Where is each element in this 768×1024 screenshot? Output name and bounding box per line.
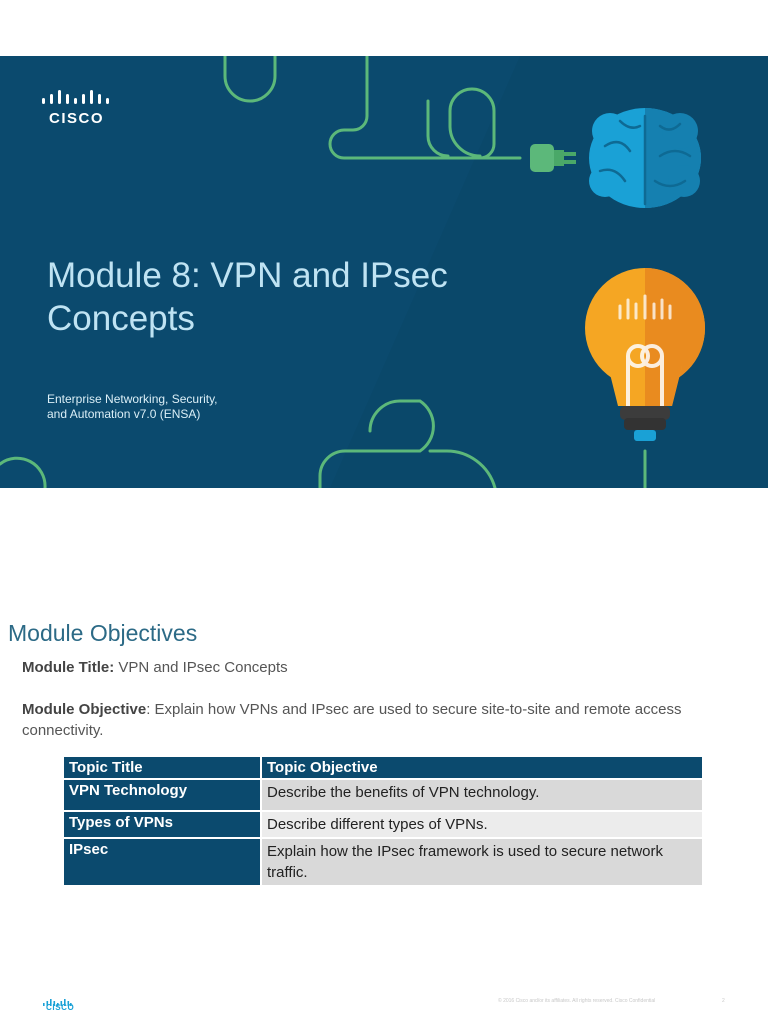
footer-cisco-logo — [42, 994, 75, 1012]
header-topic-objective: Topic Objective — [261, 757, 703, 779]
module-objective-label: Module Objective — [22, 701, 147, 718]
slide-title — [47, 254, 517, 340]
course-subtitle — [47, 392, 307, 422]
table-row — [64, 838, 703, 886]
table-row — [64, 811, 703, 838]
module-title-value: VPN and IPsec Concepts — [118, 659, 288, 676]
title-slide — [0, 56, 768, 488]
cisco-logo — [40, 90, 112, 127]
page-number: 2 — [722, 998, 725, 1004]
module-objectives-heading: Module Objectives — [8, 620, 198, 646]
topic-title-cell: IPsec — [64, 838, 261, 886]
cisco-bars-icon — [40, 90, 112, 108]
slide-title-line-2: Concepts — [47, 299, 195, 338]
course-subtitle-line-1: Enterprise Networking, Security, — [47, 392, 218, 406]
table-row — [64, 779, 703, 811]
slide-title-line-1: Module 8: VPN and IPsec — [47, 256, 448, 295]
module-objective-value: : Explain how VPNs and IPsec are used to secure site-to-site and remote access connectivity. — [22, 701, 682, 739]
topic-objective-cell: Explain how the IPsec framework is used to secure network traffic. — [261, 838, 703, 886]
module-title-label: Module Title: — [22, 659, 115, 676]
module-title-line — [22, 657, 752, 678]
topics-table — [64, 757, 704, 887]
topic-objective-cell: Describe different types of VPNs. — [261, 811, 703, 838]
footer-cisco-logo-text: CISCO — [46, 1003, 75, 1012]
cisco-logo-text: CISCO — [49, 110, 105, 127]
brain-icon — [589, 108, 701, 208]
header-topic-title: Topic Title — [64, 757, 261, 779]
topic-title-cell: VPN Technology — [64, 779, 261, 811]
course-subtitle-line-2: and Automation v7.0 (ENSA) — [47, 407, 201, 421]
module-objective-line — [22, 699, 752, 741]
table-header-row — [64, 757, 703, 779]
copyright-footer: © 2016 Cisco and/or its affiliates. All rights reserved. Cisco Confidential — [498, 998, 656, 1004]
topic-title-cell: Types of VPNs — [64, 811, 261, 838]
topic-objective-cell: Describe the benefits of VPN technology. — [261, 779, 703, 811]
